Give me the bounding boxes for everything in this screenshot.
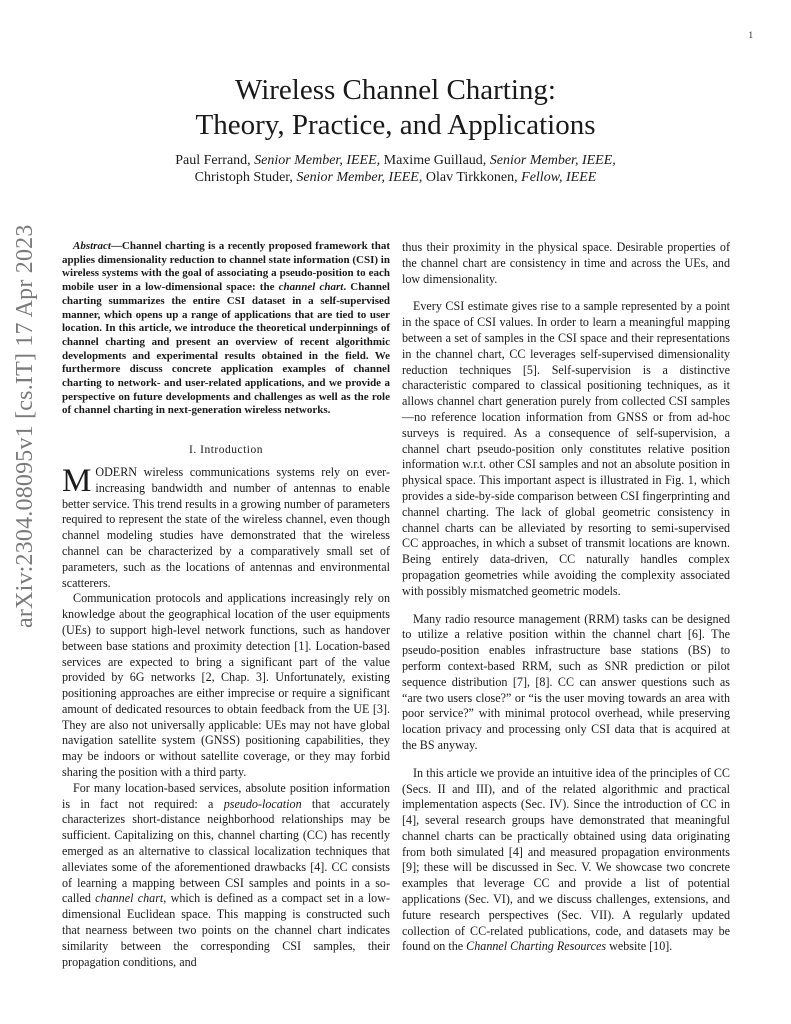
author-role: Senior Member, IEEE, [489, 153, 616, 168]
intro-paragraph-3 [62, 781, 390, 971]
intro-paragraph-1 [62, 462, 390, 591]
paragraph-text: For many location-based services, absolute position information is in fact not required: a [62, 780, 390, 811]
left-column [62, 240, 390, 970]
paragraph: Many radio resource management (RRM) tasks can be designed to utilize a relative position within the channel chart [6]. The pseudo-position enables infrastructure base stations (BS) to perform context-based RRM, such as SNR prediction or pilot sequence distribution [7], [8]. CC can answer questions such as “are two users close?” or “is the user moving towards an area with poor service?” with minimal protocol overhead, while preserving location privacy and processing only CSI data that is acquired at the BS anyway. [402, 611, 730, 752]
right-column [402, 240, 730, 955]
paragraph-text: , which is defined as a compact set in a low-dimensional Euclidean space. This mapping is constructed such that nearness between two points on the channel chart indicates similarity between the corresponding CSI samples, their propagation conditions, and [62, 891, 390, 969]
abstract-text: . Channel charting summarizes the entire CSI dataset in a self-supervised manner, which opens up a range of applications that are tied to user location. In this article, we introduce the theoretical underpinnings of channel charting and present an overview of recent algorithmic developments and experimental results obtained in the field. We furthermore discuss concrete application examples of channel charting to network- and user-related applications, and we provide a perspective on future developments and challenges as well as the role of channel charting in next-generation wireless networks. [62, 281, 390, 417]
paragraph-text: that accurately characterizes short-distance neighborhood relationships may be sufficient. Capitalizing on this, channel charting (CC) has recently emerged as an alternative to classical localization techniques that alleviates some of the aforementioned drawbacks [4]. CC consists of learning a mapping between CSI samples and points in a so-called [62, 796, 390, 906]
author-line-1 [0, 152, 791, 169]
abstract-italic: channel chart [278, 281, 344, 294]
author-list [0, 152, 791, 186]
abstract-text: —Channel charting is a recently proposed framework that applies dimensionality reduction to channel state information (CSI) in wireless systems with the goal of associating a pseudo-position to each mobile user in a low-dimensional space: the [62, 240, 390, 294]
author-role: Senior Member, IEEE, [296, 170, 423, 185]
drop-cap: M [62, 462, 92, 499]
author-name: Christoph Studer, [194, 170, 297, 185]
author-name: Maxime Guillaud, [380, 153, 490, 168]
page-number: 1 [748, 30, 753, 40]
continued-paragraph: thus their proximity in the physical space. Desirable properties of the channel chart are consistency in time and across the UEs, and low dimensionality. [402, 240, 730, 286]
paragraph: Every CSI estimate gives rise to a sample represented by a point in the space of CSI values. In order to learn a meaningful mapping between a set of samples in the CSI space and their representations in the channel chart, CC leverages self-supervised dimensionality reduction techniques [5]. Self-supervision is a distinctive characteristic compared to classical positioning techniques, as it allows channel chart generation purely from collected CSI samples—no reference location information from GNSS or from ad-hoc surveys is required. As a consequence of self-supervision, a channel chart pseudo-position only constitutes relative position information w.r.t. other CSI samples and not an absolute position in physical space. This important aspect is illustrated in Fig. 1, which provides a side-by-side comparison between CSI fingerprinting and channel charting. The lack of global geometric consistency in channel charts can be alleviated by resorting to semi-supervised CC approaches, in which a subset of transmit locations are known. Being entirely data-driven, CC naturally handles complex propagation geometries while avoiding the complexity associated with possibly mismatched geometric models. [402, 299, 730, 598]
paragraph-text: In this article we provide an intuitive idea of the principles of CC (Secs. II and III), and of the related algorithmic and practical implementation aspects (Sec. IV). Since the introduction of CC in [4], several research groups have demonstrated that meaningful channel charts can be practically obtained using data originating from both simulated [4] and measured propagation environments [9]; these will be discussed in Sec. V. We showcase two concrete examples that leverage CC and provide a list of potential applications (Sec. VI), and we discuss challenges, extensions, and future research perspectives (Sec. VII). A regularly updated collection of CC-related publications, code, and datasets may be found on the [402, 765, 730, 954]
paragraph-text: wireless communications systems rely on ever-increasing bandwidth and number of antennas to enable better service. This trend results in a growing number of parameters required to represent the state of the wireless channel, even though channel modeling studies have demonstrated that the wireless channel can be characterized by a comparatively small set of parameters, such as the locations of antennas and environmental scatterers. [62, 464, 390, 590]
abstract-label: Abstract [73, 240, 111, 252]
section-heading-introduction: I. Introduction [189, 444, 263, 457]
italic-term: Channel Charting Resources [466, 939, 607, 954]
italic-term: pseudo-location [223, 796, 302, 811]
arxiv-identifier-stamp: arXiv:2304.08095v1 [cs.IT] 17 Apr 2023 [12, 224, 38, 628]
title-line-1: Wireless Channel Charting: [235, 74, 556, 106]
paragraph-text: website [10]. [606, 939, 673, 954]
paragraph [402, 766, 730, 956]
first-word: ODERN [95, 464, 137, 479]
title-line-2: Theory, Practice, and Applications [195, 109, 596, 141]
author-line-2 [0, 169, 791, 186]
intro-paragraph-2: Communication protocols and applications increasingly rely on knowledge about the geographical location of the user equipments (UEs) to support high-level network functions, such as handover between base stations and proximity detection [1]. Location-based services are expected to bring a significant part of the value provided by 6G networks [2, Chap. 3]. Unfortunately, existing positioning approaches are either imprecise or require a significant amount of dedicated resources to obtain feedback from the UE [3]. They are also not universally applicable: UEs may not have global navigation satellite system (GNSS) positioning capabilities, they may be indoors or without satellite coverage, or they may forbid sharing the position with a third party. [62, 591, 390, 780]
abstract [62, 240, 390, 418]
paper-title [0, 73, 791, 143]
author-role: Fellow, IEEE [521, 170, 597, 185]
author-name: Olav Tirkkonen, [422, 170, 522, 185]
author-name: Paul Ferrand, [175, 153, 255, 168]
italic-term: channel chart [95, 891, 164, 906]
author-role: Senior Member, IEEE, [254, 153, 381, 168]
